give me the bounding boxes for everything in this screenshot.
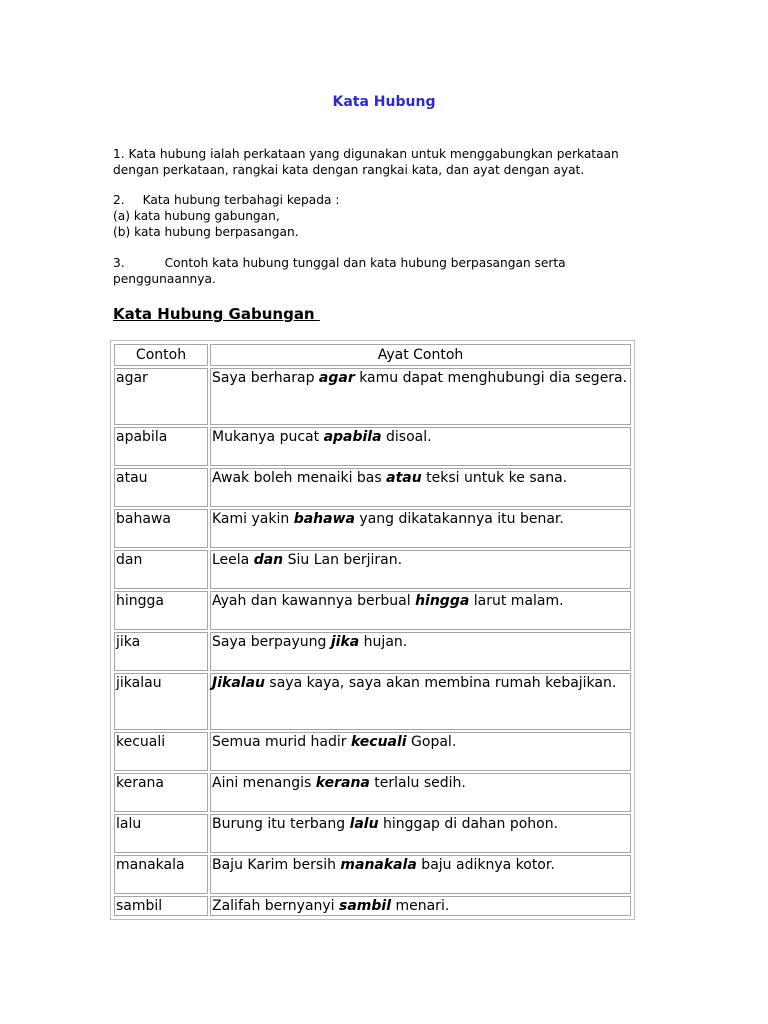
- sentence-text: kamu dapat menghubungi dia segera.: [354, 370, 628, 386]
- sentence-text: saya kaya, saya akan membina rumah kebajikan.: [264, 675, 617, 691]
- sentence-text: Saya berpayung: [212, 634, 331, 650]
- sentence-text: Kami yakin: [212, 511, 294, 527]
- cell-word: atau: [114, 468, 208, 507]
- sentence-text: Leela: [212, 552, 254, 568]
- cell-sentence: [210, 468, 631, 507]
- cell-sentence: [210, 773, 631, 812]
- table-row: [114, 855, 631, 894]
- cell-sentence: [210, 673, 631, 730]
- cell-word: jika: [114, 632, 208, 671]
- cell-sentence: [210, 855, 631, 894]
- table-row: [114, 732, 631, 771]
- sentence-keyword: agar: [318, 370, 355, 386]
- header-ayat-contoh: Ayat Contoh: [210, 344, 631, 366]
- sentence-keyword: manakala: [340, 857, 417, 873]
- sentence-text: Awak boleh menaiki bas: [212, 470, 387, 486]
- sentence-text: Saya berharap: [212, 370, 319, 386]
- table-row: [114, 632, 631, 671]
- table-row: [114, 550, 631, 589]
- sentence-keyword: atau: [386, 470, 422, 486]
- cell-sentence: [210, 427, 631, 466]
- sentence-text: larut malam.: [469, 593, 564, 609]
- sentence-keyword: sambil: [339, 898, 392, 914]
- table-row: [114, 368, 631, 425]
- sentence-text: baju adiknya kotor.: [416, 857, 555, 873]
- sentence-text: Baju Karim bersih: [212, 857, 341, 873]
- sentence-text: Mukanya pucat: [212, 429, 324, 445]
- sentence-text: disoal.: [381, 429, 432, 445]
- table-row: [114, 591, 631, 630]
- conjunction-table-frame: [110, 340, 635, 920]
- sentence-keyword: kecuali: [350, 734, 407, 750]
- sentence-keyword: lalu: [349, 816, 379, 832]
- category-a: (a) kata hubung gabungan,: [113, 209, 280, 223]
- table-row: [114, 773, 631, 812]
- table-header-row: [114, 344, 631, 366]
- sentence-text: Semua murid hadir: [212, 734, 351, 750]
- categories-number: 2.: [113, 193, 125, 207]
- table-row: [114, 509, 631, 548]
- cell-word: sambil: [114, 896, 208, 916]
- table-row: [114, 427, 631, 466]
- sentence-keyword: apabila: [323, 429, 382, 445]
- sentence-keyword: bahawa: [293, 511, 355, 527]
- sentence-text: yang dikatakannya itu benar.: [354, 511, 564, 527]
- sentence-keyword: Jikalau: [212, 675, 265, 691]
- sentence-text: Zalifah bernyanyi: [212, 898, 340, 914]
- paragraph-definition: 1. Kata hubung ialah perkataan yang digunakan untuk menggabungkan perkataan dengan perkataan, rangkai kata dengan rangkai kata, dan ayat dengan ayat.: [113, 147, 619, 177]
- cell-word: agar: [114, 368, 208, 425]
- sentence-text: menari.: [391, 898, 450, 914]
- cell-word: hingga: [114, 591, 208, 630]
- sentence-text: hinggap di dahan pohon.: [378, 816, 559, 832]
- conjunction-table: [112, 342, 633, 918]
- cell-word: kerana: [114, 773, 208, 812]
- cell-word: bahawa: [114, 509, 208, 548]
- sentence-text: terlalu sedih.: [369, 775, 466, 791]
- sentence-text: Burung itu terbang: [212, 816, 350, 832]
- examples-text: Contoh kata hubung tunggal dan kata hubung berpasangan serta penggunaannya.: [113, 256, 566, 286]
- sentence-text: Siu Lan berjiran.: [283, 552, 403, 568]
- section-heading: Kata Hubung Gabungan: [113, 305, 320, 323]
- sentence-text: hujan.: [359, 634, 408, 650]
- cell-sentence: [210, 368, 631, 425]
- paragraph-examples: [113, 255, 653, 287]
- sentence-text: Aini menangis: [212, 775, 316, 791]
- sentence-text: Gopal.: [406, 734, 457, 750]
- cell-sentence: [210, 814, 631, 853]
- sentence-keyword: dan: [253, 552, 284, 568]
- cell-word: kecuali: [114, 732, 208, 771]
- table-row: [114, 814, 631, 853]
- examples-number: 3.: [113, 256, 125, 270]
- cell-word: lalu: [114, 814, 208, 853]
- sentence-keyword: hingga: [415, 593, 470, 609]
- cell-sentence: [210, 632, 631, 671]
- cell-word: manakala: [114, 855, 208, 894]
- sentence-text: teksi untuk ke sana.: [421, 470, 568, 486]
- cell-sentence: [210, 550, 631, 589]
- cell-sentence: [210, 732, 631, 771]
- categories-intro: [113, 192, 653, 208]
- sentence-keyword: jika: [330, 634, 360, 650]
- category-b: (b) kata hubung berpasangan.: [113, 225, 299, 239]
- paragraph-categories: [113, 192, 653, 240]
- cell-sentence: [210, 591, 631, 630]
- categories-text: Kata hubung terbahagi kepada :: [142, 193, 340, 207]
- cell-sentence: [210, 509, 631, 548]
- header-contoh: Contoh: [114, 344, 208, 366]
- cell-word: jikalau: [114, 673, 208, 730]
- table-row: [114, 468, 631, 507]
- cell-sentence: [210, 896, 631, 916]
- cell-word: apabila: [114, 427, 208, 466]
- sentence-keyword: kerana: [315, 775, 370, 791]
- table-row: [114, 896, 631, 916]
- table-row: [114, 673, 631, 730]
- sentence-text: Ayah dan kawannya berbual: [212, 593, 416, 609]
- cell-word: dan: [114, 550, 208, 589]
- page-title: Kata Hubung: [332, 94, 436, 110]
